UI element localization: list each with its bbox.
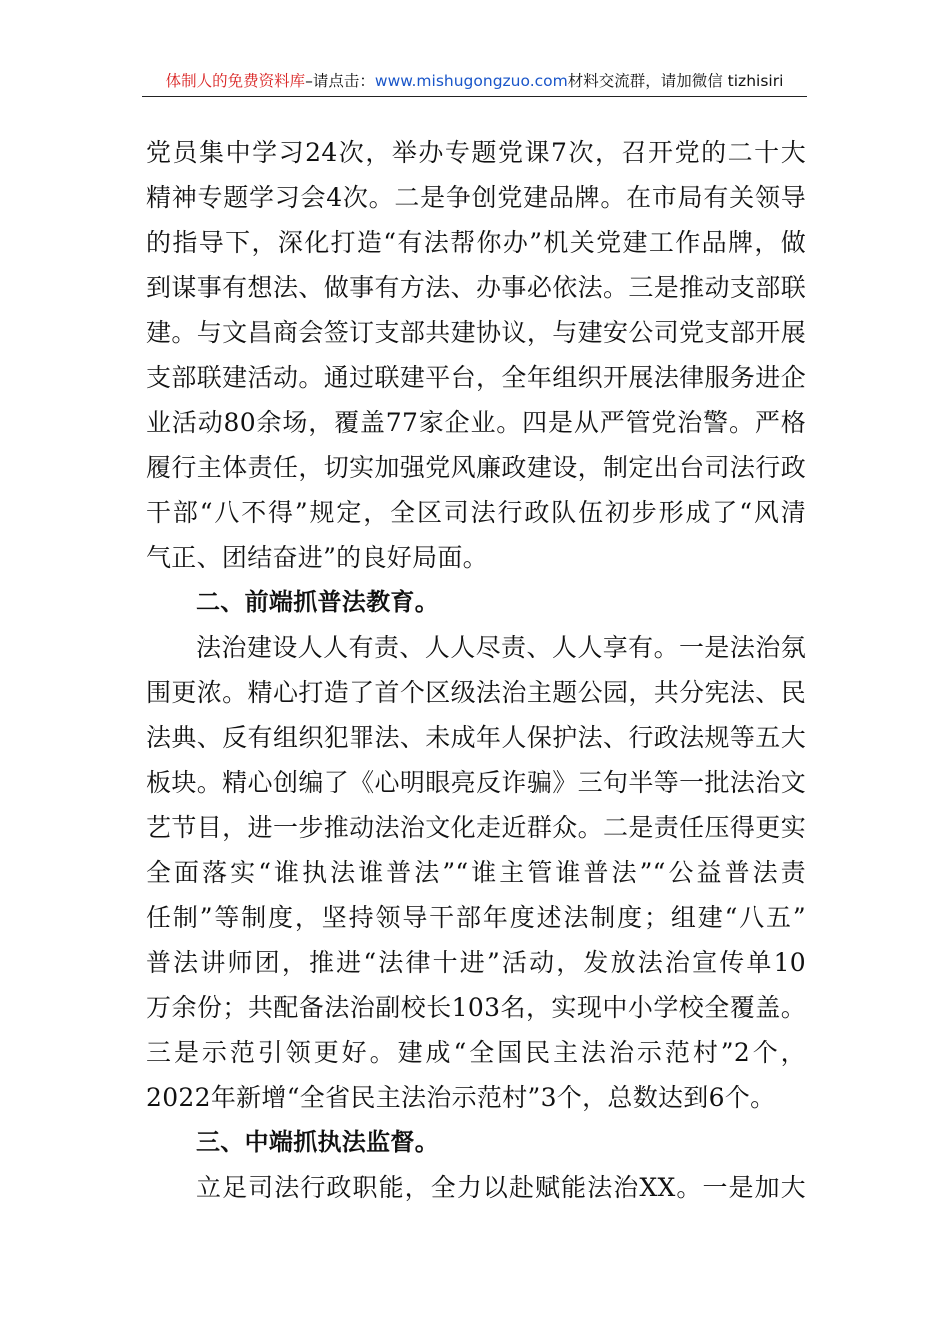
text-line: 到谋事有想法、做事有方法、办事必依法。三是推动支部联 xyxy=(146,273,806,302)
text-line: 三是示范引领更好。建成“全国民主法治示范村”2个， xyxy=(146,1038,806,1067)
text-line: 干部“八不得”规定，全区司法行政队伍初步形成了“风清 xyxy=(146,498,806,527)
text-line: 围更浓。精心打造了首个区级法治主题公园，共分宪法、民 xyxy=(146,678,806,707)
text-line: 法治建设人人有责、人人尽责、人人享有。一是法治氛 xyxy=(196,633,806,662)
text-line: 任制”等制度，坚持领导干部年度述法制度；组建“八五” xyxy=(146,903,806,932)
text-line: 气正、团结奋进”的良好局面。 xyxy=(146,543,488,572)
section-heading: 二、前端抓普法教育。 xyxy=(196,588,439,616)
text-line: 精神专题学习会4次。二是争创党建品牌。在市局有关领导 xyxy=(146,183,806,212)
text-line: 2022年新增“全省民主法治示范村”3个，总数达到6个。 xyxy=(146,1083,776,1112)
text-line: 板块。精心创编了《心明眼亮反诈骗》三句半等一批法治文 xyxy=(146,768,806,797)
text-line: 法典、反有组织犯罪法、未成年人保护法、行政法规等五大 xyxy=(146,723,806,752)
text-line: 建。与文昌商会签订支部共建协议，与建安公司党支部开展 xyxy=(146,318,806,347)
text-line: 普法讲师团，推进“法律十进”活动，发放法治宣传单10 xyxy=(146,948,806,977)
text-line: 业活动80余场，覆盖77家企业。四是从严管党治警。严格 xyxy=(146,408,806,437)
text-line: 支部联建活动。通过联建平台，全年组织开展法律服务进企 xyxy=(146,363,806,392)
text-line: 全面落实“谁执法谁普法”“谁主管谁普法”“公益普法责 xyxy=(146,858,806,887)
header-suffix: 材料交流群，请加微信 tizhisiri xyxy=(567,72,784,90)
header-url-link[interactable]: www.mishugongzuo.com xyxy=(374,72,568,90)
text-line: 党员集中学习24次，举办专题党课7次，召开党的二十大 xyxy=(146,138,806,167)
text-line: 万余份；共配备法治副校长103名，实现中小学校全覆盖。 xyxy=(146,993,806,1022)
text-line: 的指导下，深化打造“有法帮你办”机关党建工作品牌，做 xyxy=(146,228,806,257)
page-header xyxy=(142,66,807,97)
document-body xyxy=(146,130,806,1210)
text-line: 立足司法行政职能，全力以赴赋能法治XX。一是加大 xyxy=(196,1173,806,1202)
text-line: 履行主体责任，切实加强党风廉政建设，制定出台司法行政 xyxy=(146,453,806,482)
header-prompt: –请点击： xyxy=(305,72,375,90)
section-heading: 三、中端抓执法监督。 xyxy=(196,1128,439,1156)
text-line: 艺节目，进一步推动法治文化走近群众。二是责任压得更实 xyxy=(146,813,806,842)
header-brand: 体制人的免费资料库 xyxy=(165,72,306,90)
